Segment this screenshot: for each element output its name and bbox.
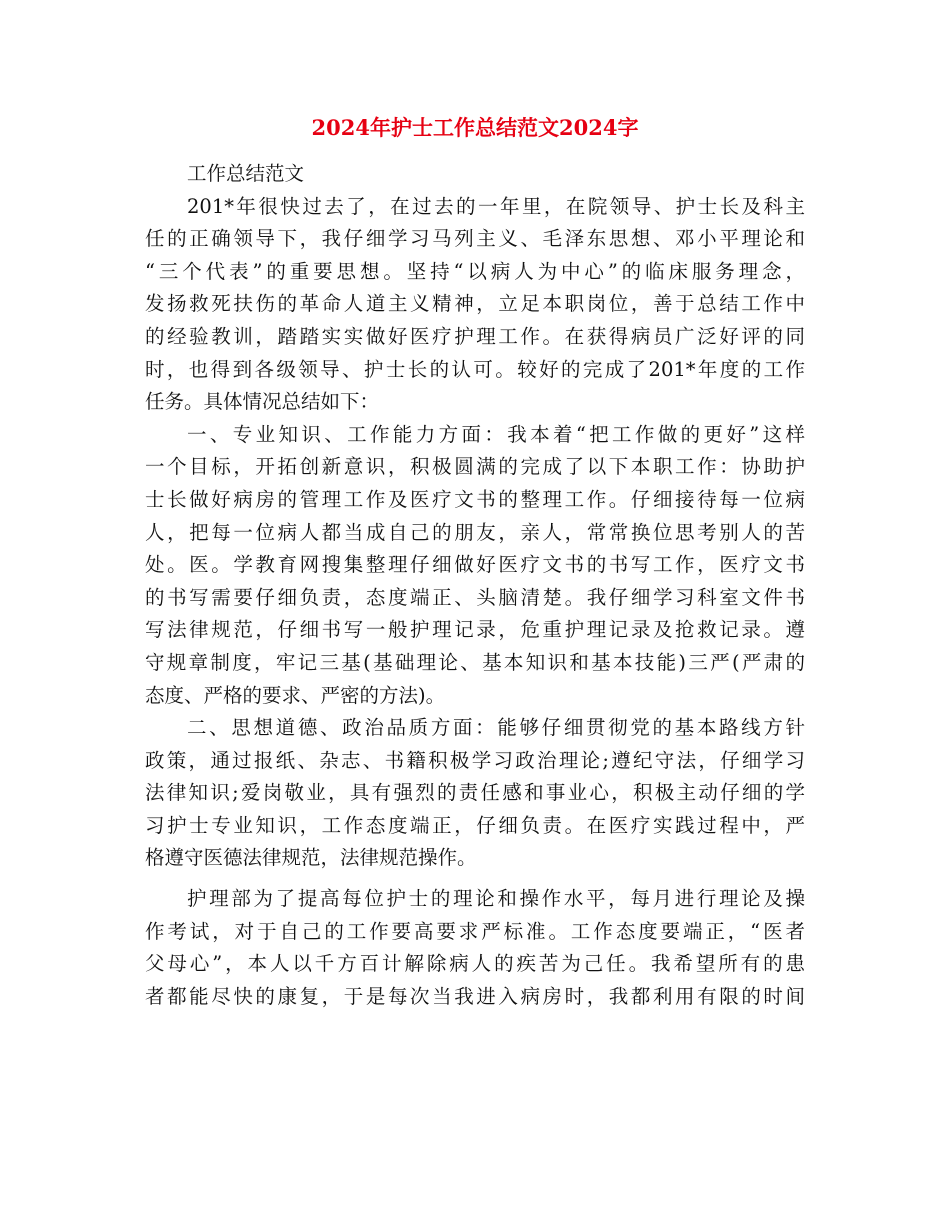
paragraph-1-line: 的经验教训，踏踏实实做好医疗护理工作。在获得病员广泛好评的同 — [145, 324, 805, 348]
paragraph-1-line: “三个代表”的重要思想。坚持“以病人为中心”的临床服务理念， — [145, 259, 805, 283]
paragraph-2-line: 守规章制度，牢记三基(基础理论、基本知识和基本技能)三严(严肃的 — [145, 650, 805, 674]
paragraph-1-line: 201*年很快过去了，在过去的一年里，在院领导、护士长及科主 — [187, 194, 805, 218]
paragraph-4-line: 者都能尽快的康复，于是每次当我进入病房时，我都利用有限的时间 — [145, 984, 805, 1008]
paragraph-2-line: 写法律规范，仔细书写一般护理记录，危重护理记录及抢救记录。遵 — [145, 618, 805, 642]
paragraph-1-line: 任务。具体情况总结如下： — [145, 390, 380, 414]
document-body — [145, 158, 805, 1013]
paragraph-1-line: 时，也得到各级领导、护士长的认可。较好的完成了201*年度的工作 — [145, 357, 805, 381]
paragraph-3-line: 政策，通过报纸、杂志、书籍积极学习政治理论;遵纪守法，仔细学习 — [145, 748, 805, 772]
paragraph-2-line: 态度、严格的要求、严密的方法)。 — [145, 683, 446, 707]
document-title: 2024年护士工作总结范文2024字 — [311, 115, 639, 140]
paragraph-3-line: 二、思想道德、政治品质方面：能够仔细贯彻党的基本路线方针 — [187, 716, 805, 740]
paragraph-1-line: 任的正确领导下，我仔细学习马列主义、毛泽东思想、邓小平理论和 — [145, 227, 805, 251]
paragraph-3-line: 习护士专业知识，工作态度端正，仔细负责。在医疗实践过程中，严 — [145, 813, 805, 837]
paragraph-2-line: 一、专业知识、工作能力方面：我本着“把工作做的更好”这样 — [187, 422, 805, 446]
paragraph-3-line: 格遵守医德法律规范，法律规范操作。 — [145, 846, 477, 870]
paragraph-spacer — [145, 875, 805, 883]
paragraph-2-line: 的书写需要仔细负责，态度端正、头脑清楚。我仔细学习科室文件书 — [145, 585, 805, 609]
paragraph-3-line: 法律知识;爱岗敬业，具有强烈的责任感和事业心，积极主动仔细的学 — [145, 781, 805, 805]
paragraph-2-line: 士长做好病房的管理工作及医疗文书的整理工作。仔细接待每一位病 — [145, 487, 805, 511]
paragraph-4-line: 护理部为了提高每位护士的理论和操作水平，每月进行理论及操 — [187, 887, 805, 911]
paragraph-4-line: 父母心”，本人以千方百计解除病人的疾苦为己任。我希望所有的患 — [145, 952, 805, 976]
paragraph-4-line: 作考试，对于自己的工作要高要求严标准。工作态度要端正，“医者 — [145, 919, 805, 943]
paragraph-2-line: 一个目标，开拓创新意识，积极圆满的完成了以下本职工作：协助护 — [145, 455, 805, 479]
paragraph-1-line: 发扬救死扶伤的革命人道主义精神，立足本职岗位，善于总结工作中 — [145, 292, 805, 316]
document-subtitle: 工作总结范文 — [187, 162, 305, 185]
paragraph-2-line: 处。医。学教育网搜集整理仔细做好医疗文书的书写工作，医疗文书 — [145, 553, 805, 577]
paragraph-2-line: 人，把每一位病人都当成自己的朋友，亲人，常常换位思考别人的苦 — [145, 520, 805, 544]
